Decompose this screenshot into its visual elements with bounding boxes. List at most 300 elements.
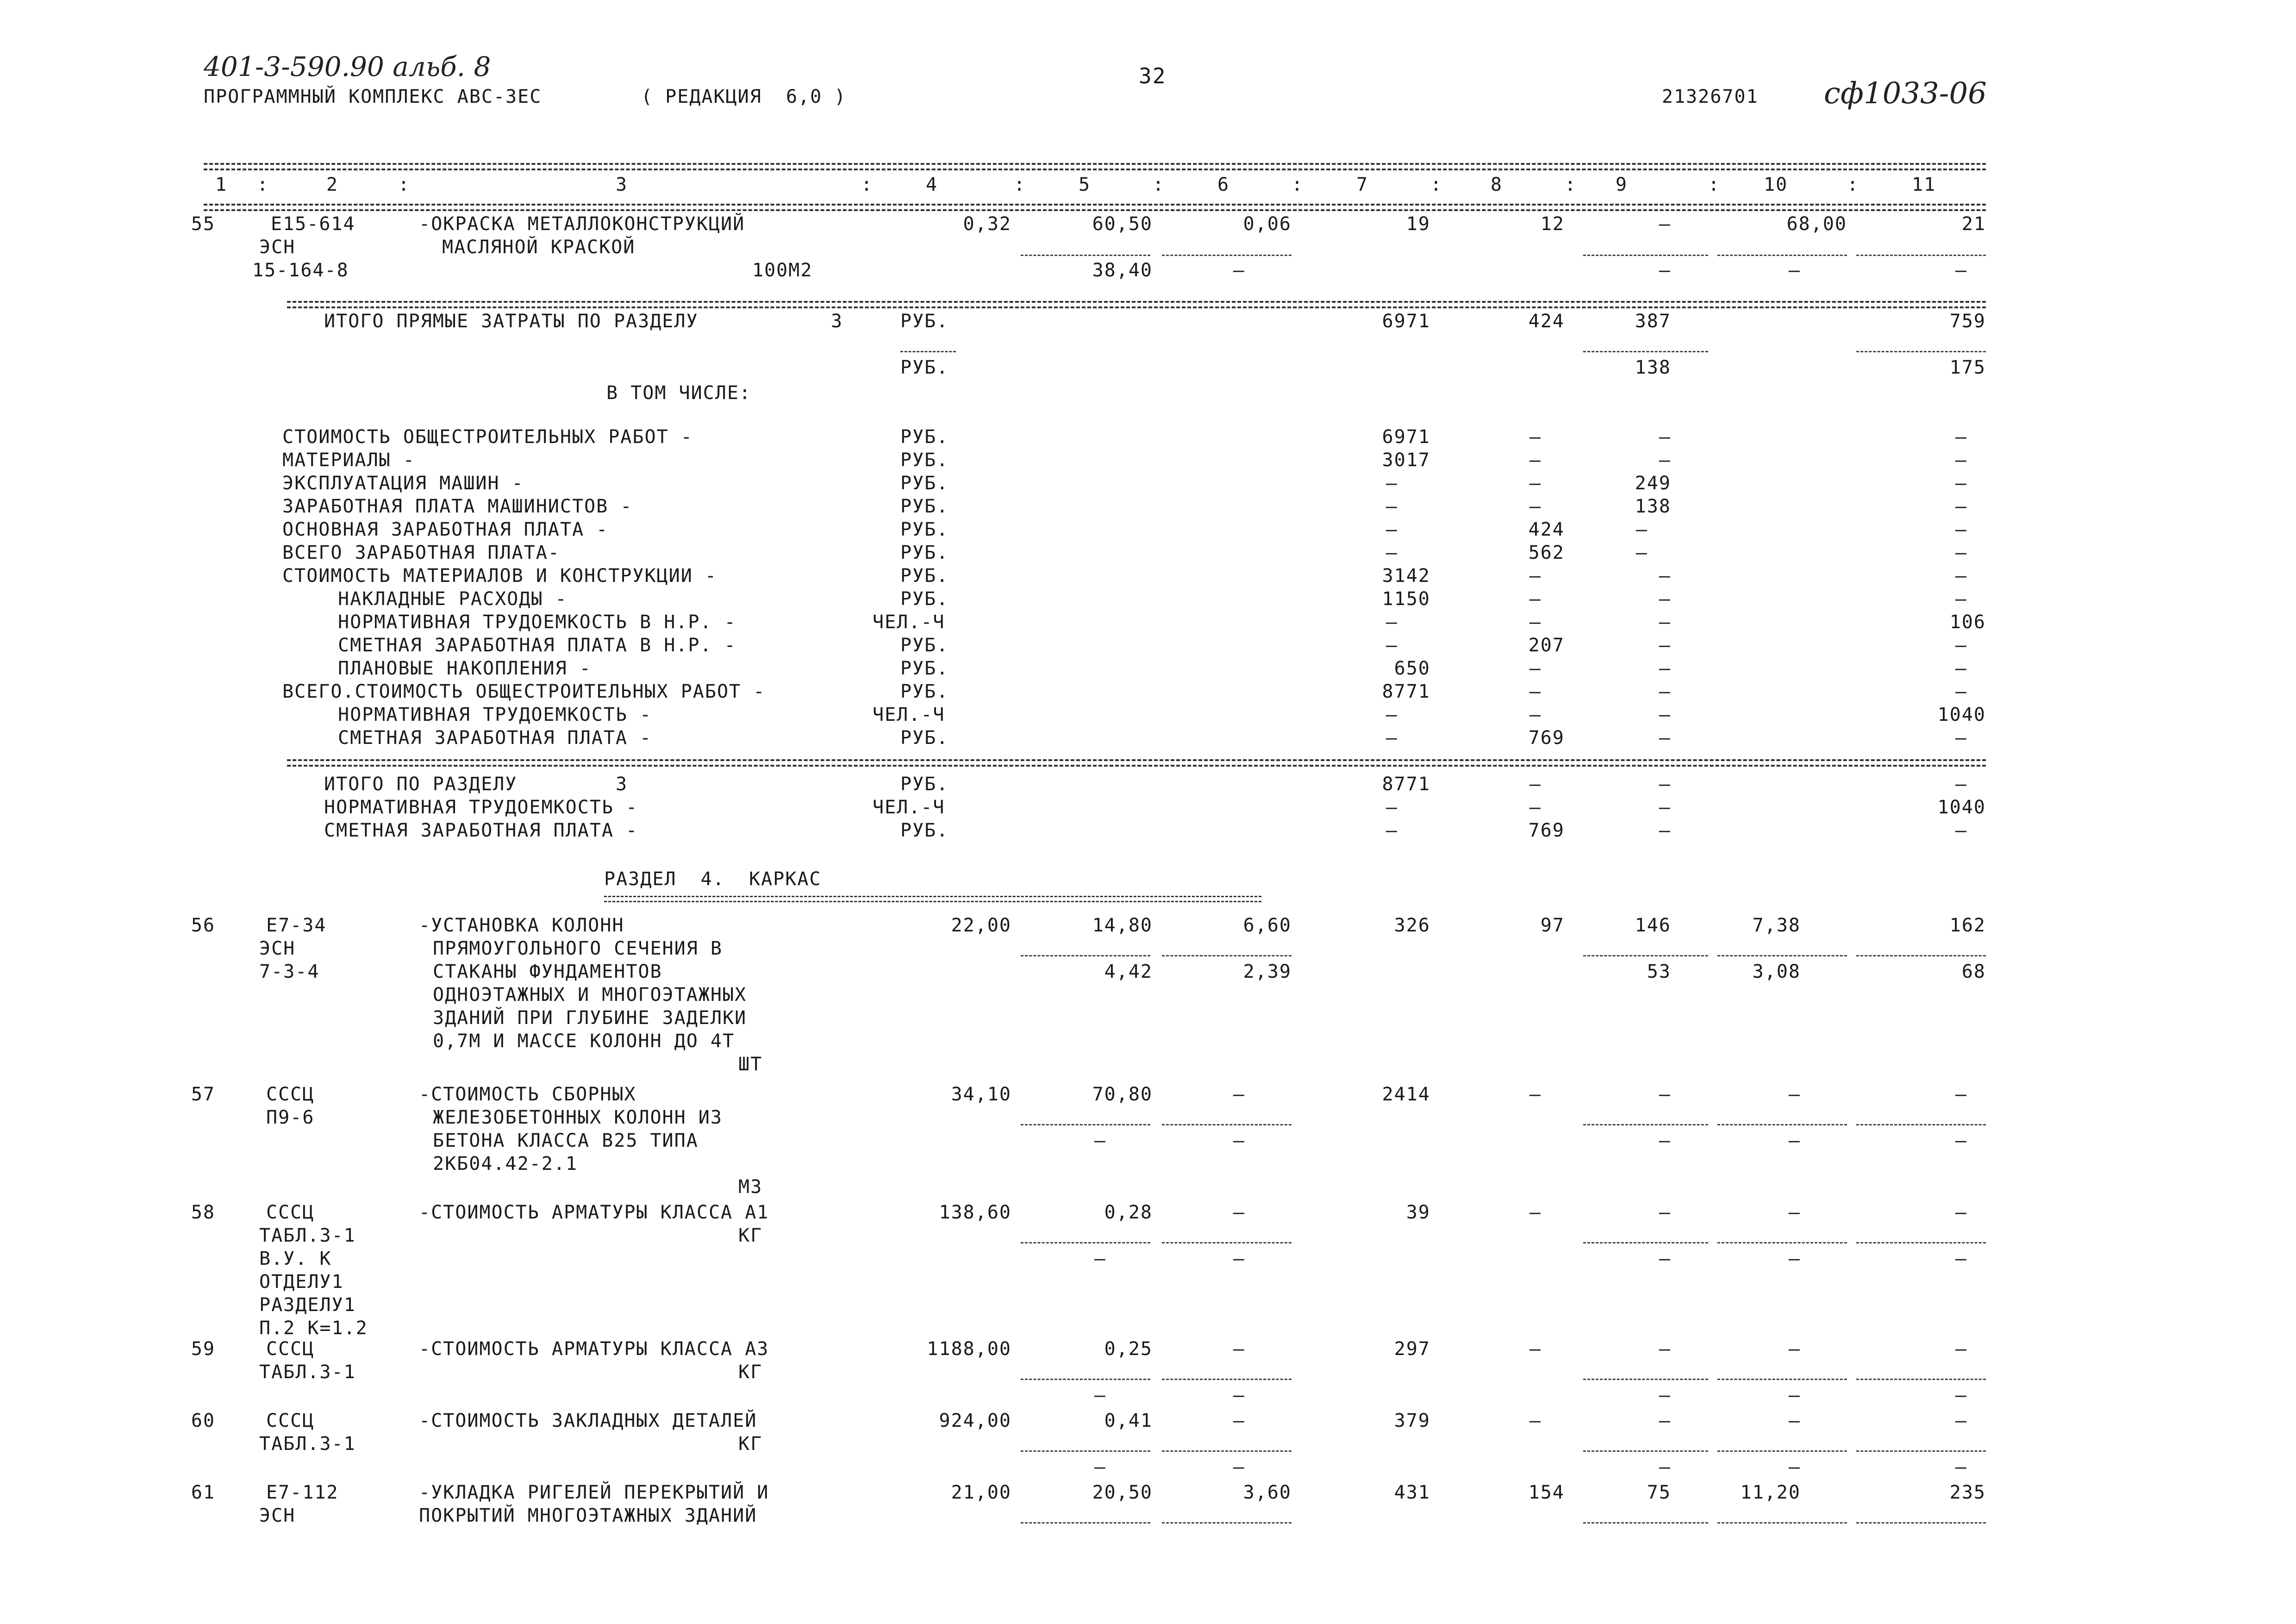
table-cell: 59 xyxy=(191,1338,215,1360)
table-cell: – xyxy=(1635,519,1648,540)
fraction-line xyxy=(1856,255,1986,256)
fraction-line xyxy=(1021,955,1150,956)
fraction-line xyxy=(1856,955,1986,956)
table-cell: 2,39 xyxy=(1243,961,1292,982)
table-cell: 6971 xyxy=(1382,426,1430,448)
section-rule xyxy=(287,301,1986,303)
table-cell: – xyxy=(1955,1202,1967,1223)
table-cell: 3 xyxy=(831,311,843,332)
table-cell: НОРМАТИВНАЯ ТРУДОЕМКОСТЬ - xyxy=(324,797,638,818)
table-cell: ЧЕЛ.-Ч xyxy=(873,704,945,725)
table-cell: – xyxy=(1788,1410,1801,1431)
table-cell: – xyxy=(1955,542,1967,563)
table-cell: 146 xyxy=(1635,915,1671,936)
table-cell: 7-3-4 xyxy=(259,961,320,982)
table-cell: 424 xyxy=(1528,519,1565,540)
stamp-handwritten: сф1033-06 xyxy=(1824,76,1987,111)
table-cell: 162 xyxy=(1949,915,1986,936)
table-cell: – xyxy=(1385,519,1398,540)
table-cell: 6971 xyxy=(1382,311,1430,332)
table-cell: – xyxy=(1955,450,1967,471)
table-cell: – xyxy=(1233,1130,1245,1151)
table-cell: 22,00 xyxy=(951,915,1011,936)
table-cell: 0,7М И МАССЕ КОЛОНН ДО 4Т xyxy=(433,1031,735,1052)
table-cell: СМЕТНАЯ ЗАРАБОТНАЯ ПЛАТА - xyxy=(338,727,652,749)
table-cell: – xyxy=(1385,820,1398,841)
table-cell: РУБ. xyxy=(900,357,949,378)
table-cell: РУБ. xyxy=(900,496,949,517)
table-cell: 58 xyxy=(191,1202,215,1223)
table-cell: 379 xyxy=(1394,1410,1430,1431)
table-cell: ЧЕЛ.-Ч xyxy=(873,612,945,633)
section-rule-2 xyxy=(287,765,1986,767)
column-separator: : xyxy=(861,174,873,195)
fraction-line xyxy=(1856,1522,1986,1524)
header-rule-bottom-2 xyxy=(204,209,1986,211)
table-cell: – xyxy=(1385,612,1398,633)
table-cell: ЭСН xyxy=(259,938,296,959)
table-cell: 1040 xyxy=(1937,797,1986,818)
table-cell: Е7-112 xyxy=(266,1482,339,1503)
table-cell: – xyxy=(1659,1248,1671,1269)
table-cell: 1040 xyxy=(1937,704,1986,725)
table-cell: 769 xyxy=(1528,727,1565,749)
table-cell: 56 xyxy=(191,915,215,936)
table-cell: РУБ. xyxy=(900,450,949,471)
table-cell: ТАБЛ.3-1 xyxy=(259,1433,356,1455)
table-cell: РУБ. xyxy=(900,635,949,656)
table-cell: – xyxy=(1529,1410,1541,1431)
table-cell: – xyxy=(1233,1248,1245,1269)
table-cell: 68 xyxy=(1961,961,1986,982)
fraction-line xyxy=(1162,255,1292,256)
column-header: 11 xyxy=(1912,174,1936,195)
table-cell: П9-6 xyxy=(266,1107,315,1128)
table-cell: – xyxy=(1233,1385,1245,1406)
table-cell: – xyxy=(1659,213,1671,235)
table-cell: НОРМАТИВНАЯ ТРУДОЕМКОСТЬ В Н.Р. - xyxy=(338,612,736,633)
table-cell: 11,20 xyxy=(1740,1482,1801,1503)
table-cell: КГ xyxy=(738,1225,763,1246)
table-cell: РУБ. xyxy=(900,727,949,749)
table-cell: -СТОИМОСТЬ ЗАКЛАДНЫХ ДЕТАЛЕЙ xyxy=(419,1410,757,1431)
fraction-line xyxy=(1162,1379,1292,1380)
section-rule xyxy=(287,759,1986,761)
column-header: 4 xyxy=(926,174,938,195)
doc-code-handwritten: 401-3-590.90 альб. 8 xyxy=(204,51,491,82)
column-separator: : xyxy=(1292,174,1304,195)
fraction-line xyxy=(1162,1242,1292,1243)
table-cell: 326 xyxy=(1394,915,1430,936)
table-cell: 650 xyxy=(1394,658,1430,679)
fraction-line xyxy=(1162,955,1292,956)
table-cell: 6,60 xyxy=(1243,915,1292,936)
table-cell: – xyxy=(1529,612,1541,633)
table-cell: 70,80 xyxy=(1092,1084,1153,1105)
page-number: 32 xyxy=(1139,63,1167,88)
table-cell: 562 xyxy=(1528,542,1565,563)
doc-number: 21326701 xyxy=(1662,86,1759,107)
column-separator: : xyxy=(1153,174,1165,195)
table-cell: – xyxy=(1788,1084,1801,1105)
table-cell: – xyxy=(1955,1248,1967,1269)
table-cell: 20,50 xyxy=(1092,1482,1153,1503)
table-cell: СТОИМОСТЬ МАТЕРИАЛОВ И КОНСТРУКЦИИ - xyxy=(282,565,717,587)
table-cell: -ОКРАСКА МЕТАЛЛОКОНСТРУКЦИЙ xyxy=(419,213,745,235)
table-cell: – xyxy=(1659,774,1671,795)
table-cell: 7,38 xyxy=(1752,915,1801,936)
table-cell: 0,32 xyxy=(963,213,1011,235)
table-cell: 21 xyxy=(1961,213,1986,235)
table-cell: 3,60 xyxy=(1243,1482,1292,1503)
fraction-line xyxy=(1583,1522,1708,1524)
table-cell: – xyxy=(1659,588,1671,610)
header-rule-bottom xyxy=(204,204,1986,206)
table-cell: РУБ. xyxy=(900,820,949,841)
table-cell: 38,40 xyxy=(1092,260,1153,281)
fraction-line xyxy=(1583,955,1708,956)
table-cell: РУБ. xyxy=(900,473,949,494)
table-cell: – xyxy=(1385,727,1398,749)
table-cell: – xyxy=(1529,1338,1541,1360)
table-cell: РАЗДЕЛУ1 xyxy=(259,1294,356,1316)
table-cell: ЗАРАБОТНАЯ ПЛАТА МАШИНИСТОВ - xyxy=(282,496,633,517)
table-cell: 0,06 xyxy=(1243,213,1292,235)
section-rule-2 xyxy=(287,306,1986,308)
fraction-line xyxy=(1856,351,1986,352)
table-cell: – xyxy=(1529,704,1541,725)
table-cell: – xyxy=(1788,1456,1801,1478)
table-cell: В.У. К xyxy=(259,1248,332,1269)
table-cell: 154 xyxy=(1528,1482,1565,1503)
table-cell: – xyxy=(1529,496,1541,517)
table-cell: СССЦ xyxy=(266,1410,315,1431)
table-cell: 19 xyxy=(1406,213,1430,235)
table-cell: – xyxy=(1659,727,1671,749)
column-separator: : xyxy=(257,174,269,195)
table-cell: НАКЛАДНЫЕ РАСХОДЫ - xyxy=(338,588,568,610)
table-cell: РУБ. xyxy=(900,426,949,448)
fraction-line xyxy=(1021,255,1150,256)
table-cell: СМЕТНАЯ ЗАРАБОТНАЯ ПЛАТА - xyxy=(324,820,638,841)
table-cell: 57 xyxy=(191,1084,215,1105)
table-cell: 235 xyxy=(1949,1482,1986,1503)
table-cell: 924,00 xyxy=(939,1410,1011,1431)
table-cell: ТАБЛ.3-1 xyxy=(259,1225,356,1246)
table-cell: ТАБЛ.3-1 xyxy=(259,1362,356,1383)
table-cell: ИТОГО ПРЯМЫЕ ЗАТРАТЫ ПО РАЗДЕЛУ xyxy=(324,311,699,332)
table-cell: ОТДЕЛУ1 xyxy=(259,1271,344,1293)
table-cell: – xyxy=(1659,1202,1671,1223)
table-cell: – xyxy=(1788,1130,1801,1151)
fraction-line xyxy=(1162,1124,1292,1125)
table-cell: ОСНОВНАЯ ЗАРАБОТНАЯ ПЛАТА - xyxy=(282,519,609,540)
table-cell: 53 xyxy=(1647,961,1671,982)
table-cell: 207 xyxy=(1528,635,1565,656)
table-cell: – xyxy=(1659,1456,1671,1478)
table-cell: 8771 xyxy=(1382,681,1430,702)
table-cell: – xyxy=(1529,658,1541,679)
table-cell: 100М2 xyxy=(752,260,813,281)
fraction-line xyxy=(1583,351,1708,352)
column-header: 9 xyxy=(1616,174,1628,195)
table-cell: – xyxy=(1529,774,1541,795)
column-header: 10 xyxy=(1764,174,1788,195)
table-cell: 34,10 xyxy=(951,1084,1011,1105)
table-cell: 387 xyxy=(1635,311,1671,332)
table-cell: 175 xyxy=(1949,357,1986,378)
fraction-line xyxy=(1717,1522,1847,1524)
fraction-line xyxy=(1717,1450,1847,1452)
table-cell: ПРЯМОУГОЛЬНОГО СЕЧЕНИЯ В xyxy=(433,938,723,959)
table-cell: – xyxy=(1955,1130,1967,1151)
table-cell: СТОИМОСТЬ ОБЩЕСТРОИТЕЛЬНЫХ РАБОТ - xyxy=(282,426,693,448)
column-separator: : xyxy=(1565,174,1577,195)
column-header: 5 xyxy=(1079,174,1091,195)
table-cell: Е15-614 xyxy=(271,213,356,235)
table-cell: – xyxy=(1529,450,1541,471)
table-cell: 39 xyxy=(1406,1202,1430,1223)
fraction-line xyxy=(1717,1242,1847,1243)
table-cell: МАТЕРИАЛЫ - xyxy=(282,450,415,471)
edition: ( РЕДАКЦИЯ 6,0 ) xyxy=(641,86,847,107)
table-cell: – xyxy=(1385,704,1398,725)
table-cell: 759 xyxy=(1949,311,1986,332)
table-cell: – xyxy=(1955,727,1967,749)
table-cell: ЭСН xyxy=(259,1505,296,1526)
table-cell: – xyxy=(1788,1248,1801,1269)
table-cell: – xyxy=(1529,1084,1541,1105)
column-separator: : xyxy=(1847,174,1859,195)
column-header: 8 xyxy=(1491,174,1503,195)
fraction-line xyxy=(1856,1450,1986,1452)
table-cell: – xyxy=(1659,260,1671,281)
table-cell: 75 xyxy=(1647,1482,1671,1503)
table-cell: – xyxy=(1094,1385,1106,1406)
table-cell: 61 xyxy=(191,1482,215,1503)
table-cell: – xyxy=(1788,1385,1801,1406)
table-cell: МАСЛЯНОЙ КРАСКОЙ xyxy=(442,237,636,258)
table-cell: – xyxy=(1659,704,1671,725)
table-cell: – xyxy=(1529,1202,1541,1223)
table-cell: – xyxy=(1385,496,1398,517)
header-rule-top-2 xyxy=(204,169,1986,170)
table-cell: СМЕТНАЯ ЗАРАБОТНАЯ ПЛАТА В Н.Р. - xyxy=(338,635,736,656)
table-cell: – xyxy=(1233,1338,1245,1360)
table-cell: ЧЕЛ.-Ч xyxy=(873,797,945,818)
table-cell: 1188,00 xyxy=(927,1338,1011,1360)
table-cell: – xyxy=(1529,426,1541,448)
fraction-line xyxy=(1856,1379,1986,1380)
column-header: 7 xyxy=(1356,174,1369,195)
table-cell: ЭСН xyxy=(259,237,296,258)
table-cell: – xyxy=(1659,1338,1671,1360)
table-cell: – xyxy=(1659,1385,1671,1406)
table-cell: 138,60 xyxy=(939,1202,1011,1223)
column-header: 2 xyxy=(326,174,339,195)
column-separator: : xyxy=(1430,174,1443,195)
program-name: ПРОГРАММНЫЙ КОМПЛЕКС АВС-3ЕС xyxy=(204,86,542,107)
table-cell: – xyxy=(1529,681,1541,702)
fraction-line xyxy=(1717,1379,1847,1380)
table-cell: – xyxy=(1659,820,1671,841)
table-cell: 14,80 xyxy=(1092,915,1153,936)
table-cell: 424 xyxy=(1528,311,1565,332)
table-cell: – xyxy=(1955,1385,1967,1406)
table-cell: ЭКСПЛУАТАЦИЯ МАШИН - xyxy=(282,473,524,494)
table-cell: 138 xyxy=(1635,496,1671,517)
table-cell: 4,42 xyxy=(1104,961,1153,982)
table-cell: – xyxy=(1233,1410,1245,1431)
table-cell: – xyxy=(1788,1338,1801,1360)
table-cell: – xyxy=(1659,450,1671,471)
table-cell: ПЛАНОВЫЕ НАКОПЛЕНИЯ - xyxy=(338,658,592,679)
table-cell: 3017 xyxy=(1382,450,1430,471)
fraction-line xyxy=(900,351,956,352)
table-cell: – xyxy=(1385,635,1398,656)
table-cell: – xyxy=(1659,426,1671,448)
table-cell: ВСЕГО ЗАРАБОТНАЯ ПЛАТА- xyxy=(282,542,560,563)
table-cell: РУБ. xyxy=(900,542,949,563)
column-header: 1 xyxy=(215,174,228,195)
fraction-line xyxy=(1021,1124,1150,1125)
table-cell: РУБ. xyxy=(900,681,949,702)
table-cell: ЖЕЛЕЗОБЕТОННЫХ КОЛОНН ИЗ xyxy=(433,1107,723,1128)
table-cell: – xyxy=(1955,260,1967,281)
table-cell: 0,25 xyxy=(1104,1338,1153,1360)
table-cell: – xyxy=(1955,473,1967,494)
table-cell: – xyxy=(1635,542,1648,563)
table-cell: -СТОИМОСТЬ АРМАТУРЫ КЛАССА А1 xyxy=(419,1202,769,1223)
table-cell: 3142 xyxy=(1382,565,1430,587)
table-cell: – xyxy=(1659,635,1671,656)
table-cell: – xyxy=(1955,1456,1967,1478)
fraction-line xyxy=(1021,1242,1150,1243)
table-cell: РУБ. xyxy=(900,774,949,795)
table-cell: – xyxy=(1659,1084,1671,1105)
table-cell: 8771 xyxy=(1382,774,1430,795)
table-cell: – xyxy=(1529,588,1541,610)
table-cell: 55 xyxy=(191,213,215,235)
table-cell: – xyxy=(1955,1338,1967,1360)
table-cell: РАЗДЕЛ 4. КАРКАС xyxy=(604,868,822,890)
table-cell: 106 xyxy=(1949,612,1986,633)
fraction-line xyxy=(1583,1379,1708,1380)
table-cell: В ТОМ ЧИСЛЕ: xyxy=(606,382,751,404)
table-cell: – xyxy=(1094,1130,1106,1151)
fraction-line xyxy=(1583,1450,1708,1452)
fraction-line xyxy=(1583,1124,1708,1125)
table-cell: КГ xyxy=(738,1433,763,1455)
table-cell: П.2 К=1.2 xyxy=(259,1318,368,1339)
table-cell: – xyxy=(1955,496,1967,517)
table-cell: 297 xyxy=(1394,1338,1430,1360)
column-header: 6 xyxy=(1217,174,1230,195)
table-cell: – xyxy=(1955,1084,1967,1105)
table-cell: ОДНОЭТАЖНЫХ И МНОГОЭТАЖНЫХ xyxy=(433,984,747,1006)
table-cell: – xyxy=(1955,1410,1967,1431)
table-cell: – xyxy=(1955,658,1967,679)
table-cell: – xyxy=(1529,797,1541,818)
column-separator: : xyxy=(398,174,411,195)
table-cell: СССЦ xyxy=(266,1084,315,1105)
table-cell: РУБ. xyxy=(900,565,949,587)
column-separator: : xyxy=(1708,174,1721,195)
table-cell: СССЦ xyxy=(266,1202,315,1223)
table-cell: – xyxy=(1788,1202,1801,1223)
table-cell: – xyxy=(1659,681,1671,702)
table-cell: 12 xyxy=(1540,213,1565,235)
table-cell: 2414 xyxy=(1382,1084,1430,1105)
table-cell: – xyxy=(1233,1456,1245,1478)
fraction-line xyxy=(1583,255,1708,256)
fraction-line xyxy=(1162,1522,1292,1524)
column-header: 3 xyxy=(616,174,628,195)
table-cell: – xyxy=(1955,426,1967,448)
fraction-line xyxy=(1583,1242,1708,1243)
table-cell: – xyxy=(1094,1248,1106,1269)
table-cell: – xyxy=(1955,565,1967,587)
table-cell: – xyxy=(1385,473,1398,494)
table-cell: 60,50 xyxy=(1092,213,1153,235)
table-cell: -СТОИМОСТЬ СБОРНЫХ xyxy=(419,1084,636,1105)
column-separator: : xyxy=(1014,174,1026,195)
table-cell: БЕТОНА КЛАССА В25 ТИПА xyxy=(433,1130,699,1151)
table-cell: ШТ xyxy=(738,1054,763,1075)
table-cell: ИТОГО ПО РАЗДЕЛУ xyxy=(324,774,518,795)
section-title-underline xyxy=(604,896,1261,902)
table-cell: 138 xyxy=(1635,357,1671,378)
table-cell: – xyxy=(1788,260,1801,281)
table-cell: ЗДАНИЙ ПРИ ГЛУБИНЕ ЗАДЕЛКИ xyxy=(433,1007,747,1029)
table-cell: – xyxy=(1385,797,1398,818)
table-cell: НОРМАТИВНАЯ ТРУДОЕМКОСТЬ - xyxy=(338,704,652,725)
table-cell: РУБ. xyxy=(900,311,949,332)
table-cell: – xyxy=(1233,1084,1245,1105)
table-cell: 97 xyxy=(1540,915,1565,936)
fraction-line xyxy=(1162,1450,1292,1452)
table-cell: ПОКРЫТИЙ МНОГОЭТАЖНЫХ ЗДАНИЙ xyxy=(419,1505,757,1526)
table-cell: – xyxy=(1659,1410,1671,1431)
table-cell: -УКЛАДКА РИГЕЛЕЙ ПЕРЕКРЫТИЙ И xyxy=(419,1482,769,1503)
table-cell: – xyxy=(1955,774,1967,795)
fraction-line xyxy=(1021,1379,1150,1380)
table-cell: – xyxy=(1955,519,1967,540)
table-cell: 431 xyxy=(1394,1482,1430,1503)
fraction-line xyxy=(1717,955,1847,956)
table-cell: -СТОИМОСТЬ АРМАТУРЫ КЛАССА А3 xyxy=(419,1338,769,1360)
table-cell: 3 xyxy=(616,774,628,795)
table-cell: 2КБ04.42-2.1 xyxy=(433,1153,578,1174)
table-cell: Е7-34 xyxy=(266,915,327,936)
table-cell: КГ xyxy=(738,1362,763,1383)
table-cell: – xyxy=(1529,565,1541,587)
table-cell: – xyxy=(1955,635,1967,656)
table-cell: – xyxy=(1955,681,1967,702)
table-cell: 68,00 xyxy=(1786,213,1847,235)
fraction-line xyxy=(1021,1450,1150,1452)
table-cell: -УСТАНОВКА КОЛОНН xyxy=(419,915,624,936)
header-rule-top xyxy=(204,163,1986,165)
table-cell: 3,08 xyxy=(1752,961,1801,982)
table-cell: 769 xyxy=(1528,820,1565,841)
table-cell: 21,00 xyxy=(951,1482,1011,1503)
fraction-line xyxy=(1717,1124,1847,1125)
table-cell: – xyxy=(1385,542,1398,563)
table-cell: 15-164-8 xyxy=(252,260,349,281)
fraction-line xyxy=(1021,1522,1150,1524)
table-cell: 0,28 xyxy=(1104,1202,1153,1223)
